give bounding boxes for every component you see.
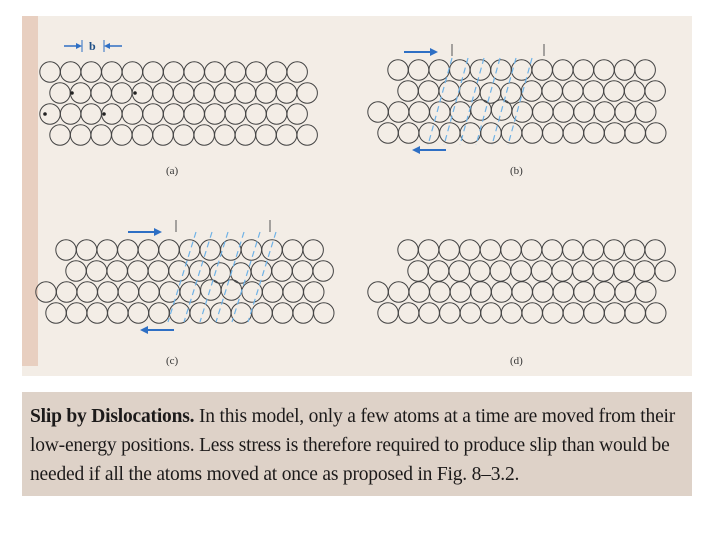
panel-label-d: (d) xyxy=(510,355,523,367)
caption-line-3: needed if all the atoms moved at once as proposed in Fig. 8–3.2. xyxy=(30,464,520,485)
panel-label-b: (b) xyxy=(510,165,523,177)
caption-line-2: low-energy positions. Less stress is therefore required to produce slip than would be xyxy=(30,435,670,456)
panel-label-c: (c) xyxy=(166,355,179,367)
spacing-label: b xyxy=(89,39,96,53)
caption-line-1 xyxy=(30,402,690,431)
caption-line-1-text: In this model, only a few atoms at a time are moved from their xyxy=(199,406,676,427)
left-edge-band xyxy=(22,16,38,366)
figure-caption xyxy=(30,402,690,489)
caption-title: Slip by Dislocations. xyxy=(30,406,195,427)
panel-label-a: (a) xyxy=(166,165,179,177)
